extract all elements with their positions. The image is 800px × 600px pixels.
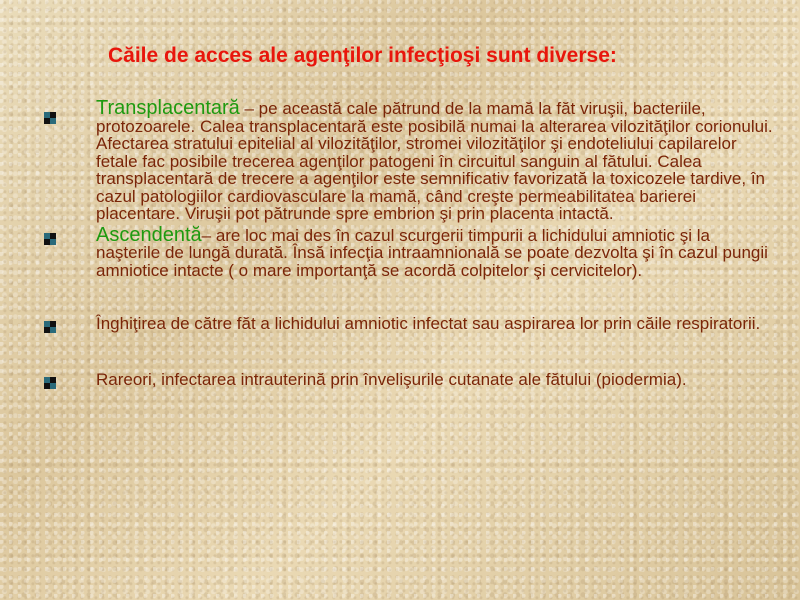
bullet-text: – pe această cale pătrund de la mamă la făt viruşii, bacteriile, protozoarele. Calea transplacentară este posibilă numai la alterarea vilozităţilor corionului. Afectarea stratului epitelial al vilozităţilor, stromei vilozităţilor şi endoteliului capilarelor fetale fac posibile trecerea agenţilor patogeni în circuitul sanguin al fătului. Calea transplacentară de trecere a agenţilor este semnificativ favorizată la toxicozele tardive, în cazul patologiilor cardiovasculare la mamă, când creşte permeabilitatea barierei placentare. Viruşii pot pătrunde spre embrion şi prin placenta intactă. — [96, 99, 773, 223]
bullet-text: Rareori, infectarea intrauterină prin învelişurile cutanate ale fătului (piodermia). — [96, 369, 687, 389]
bullet-item-ascending — [36, 223, 776, 280]
checkered-square-bullet-icon — [44, 233, 56, 245]
checkered-square-bullet-icon — [44, 112, 56, 124]
bullet-item-swallowing — [36, 315, 776, 333]
bullet-text: Înghiţirea de către făt a lichidului amniotic infectat sau aspirarea lor prin căile respiratorii. — [96, 314, 761, 333]
checkered-square-bullet-icon — [44, 377, 56, 389]
bullet-list — [36, 97, 776, 389]
slide-title: Căile de acces ale agenţilor infecţioşi sunt diverse: — [108, 44, 617, 67]
bullet-text: – are loc mai des în cazul scurgerii timpurii a lichidului amniotic şi la naşterile de lungă durată. Însă infecţia intraamnională se poate dezvolta şi în cazul pungii amniotice intacte ( o mare importanţă se acordă colpitelor şi cervicitelor). — [96, 225, 768, 280]
bullet-item-transplacental — [36, 97, 776, 223]
bullet-lead: Transplacentară — [96, 97, 240, 119]
checkered-square-bullet-icon — [44, 321, 56, 333]
bullet-lead: Ascendentă — [96, 223, 202, 246]
bullet-item-skin — [36, 371, 776, 389]
